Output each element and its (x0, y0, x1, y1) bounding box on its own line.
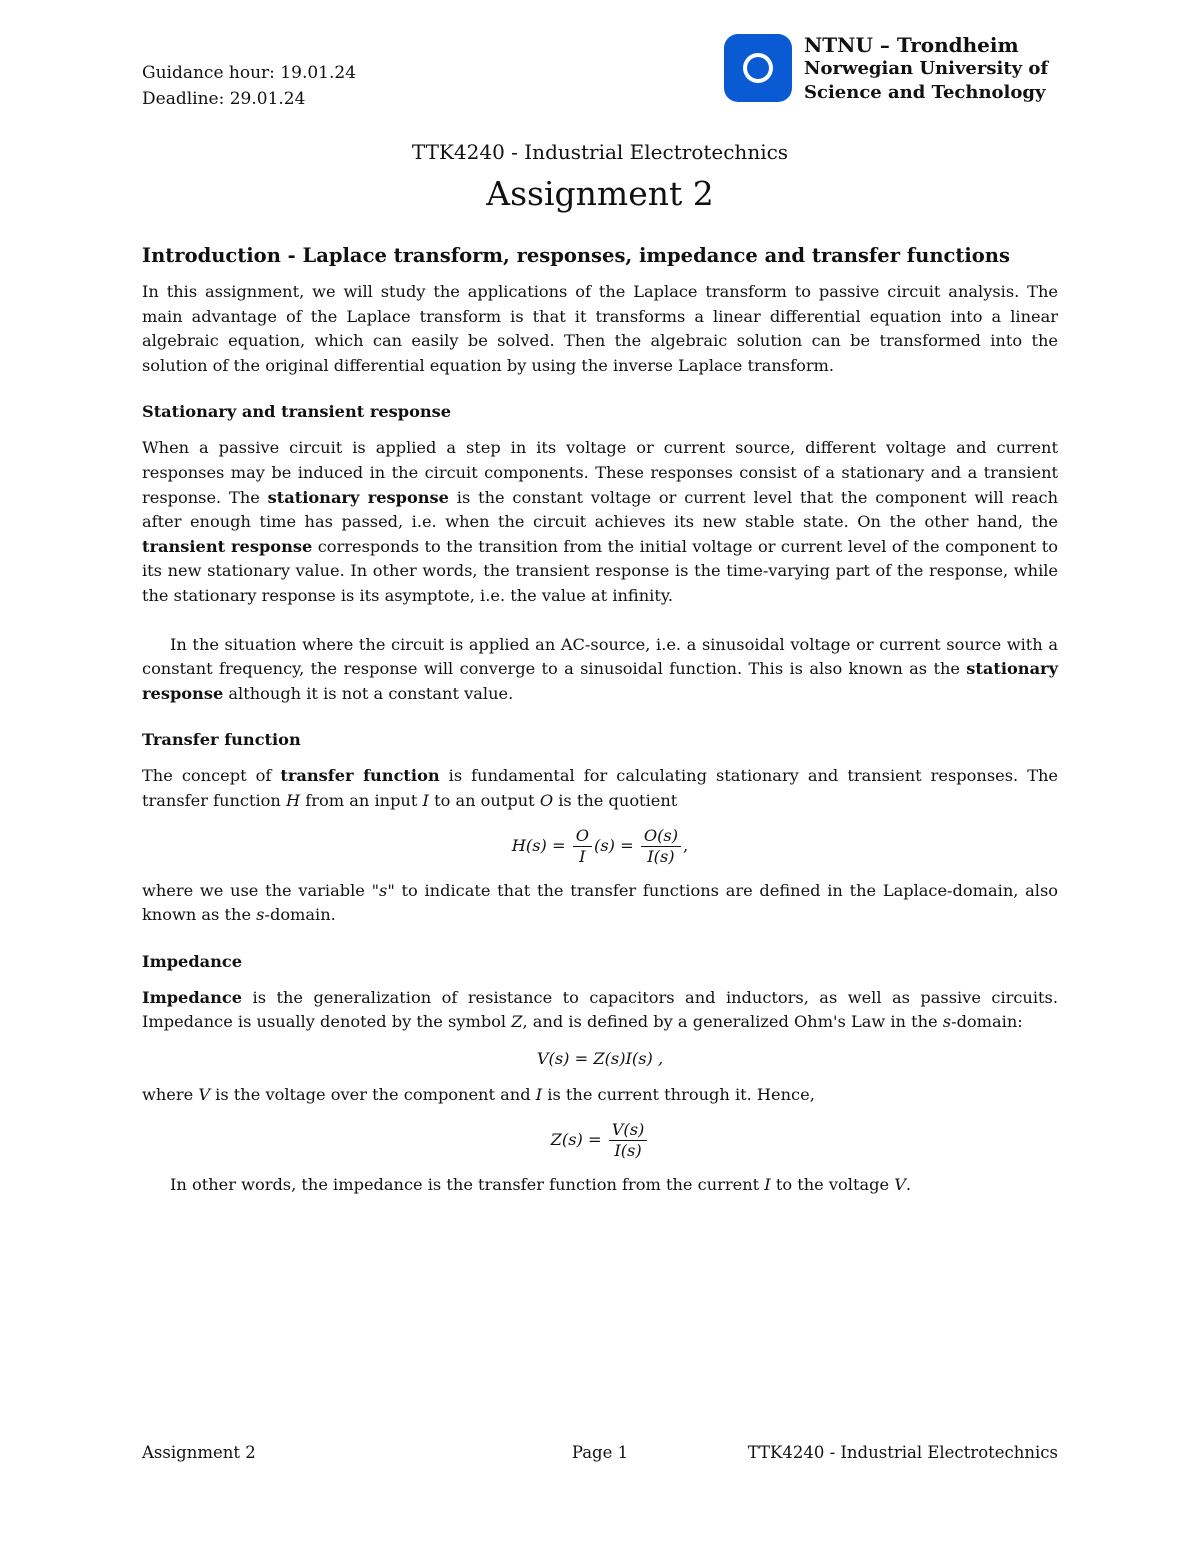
university-name (804, 33, 1048, 105)
page-footer (142, 1443, 1058, 1469)
transfer-paragraph-1: The concept of transfer function is fundamental for calculating stationary and transient responses. The transfer function H from an input I to an output O is the quotient (142, 766, 1059, 810)
subheading-stationary: Stationary and transient response (142, 402, 452, 422)
transfer-function-equation: H(s) = $\frac{O}{I}$ (s) = $\frac{O(s)}{I(s)}$ , (511, 825, 689, 866)
impedance-paragraph-3: In other words, the impedance is the transfer function from the current I to the voltage V. (170, 1175, 912, 1195)
course-title: TTK4240 - Industrial Electrotechnics (411, 140, 789, 164)
logo-line-3: Science and Technology (804, 82, 1046, 103)
intro-paragraph: In this assignment, we will study the applications of the Laplace transform to passive circuit analysis. The main advantage of the Laplace transform is that it transforms a linear differential equation into a linear algebraic equation, which can easily be solved. Then the algebraic solution can be transformed into the solution of the original differential equation by using the inverse Laplace transform. (142, 282, 1058, 375)
transfer-paragraph-2: where we use the variable "s" to indicate that the transfer functions are defined in the Laplace-domain, also known as the s-domain. (142, 880, 1058, 925)
guidance-hour: Guidance hour: 19.01.24 (142, 63, 357, 83)
deadline: Deadline: 29.01.24 (142, 89, 306, 109)
section-heading: Introduction - Laplace transform, responses, impedance and transfer functions (142, 244, 1010, 267)
impedance-equation: Z(s) = $\frac{V(s)}{I(s)}$ (142, 1120, 1058, 1161)
assignment-title: Assignment 2 (486, 174, 714, 213)
impedance-paragraph-1: Impedance is the generalization of resistance to capacitors and inductors, as well as passive circuits. Impedance is usually denoted by the symbol Z, and is defined by a generalized Ohm's Law in the s-domain: (142, 987, 1058, 1032)
ohms-law-equation: V(s) = Z(s)I(s) , (536, 1048, 664, 1068)
subheading-transfer: Transfer function (142, 730, 301, 750)
stationary-paragraph-1: When a passive circuit is applied a step in its voltage or current source, different voltage and current responses may be induced in the circuit components. These responses consist of a stationary and a transient response. The stationary response is the constant voltage or current level that the component will reach after enough time has passed, i.e. when the circuit achieves its new stable state. On the other hand, the transient response corresponds to the transition from the initial voltage or current level of the component to its new stationary value. In other words, the transient response is the time-varying part of the response, while the stationary response is its asymptote, i.e. the value at infinity. (142, 438, 1059, 605)
footer-right: TTK4240 - Industrial Electrotechnics (747, 1443, 1058, 1462)
footer-left: Assignment 2 (142, 1443, 256, 1462)
header-dates (142, 60, 356, 112)
logo-line-2: Norwegian University of (804, 58, 1049, 79)
stationary-paragraph-2: In the situation where the circuit is applied an AC-source, i.e. a sinusoidal voltage or current source with a constant frequency, the response will converge to a sinusoidal function. This is also known as the stationary response although it is not a constant value. (142, 634, 1058, 703)
logo-line-1: NTNU – Trondheim (804, 33, 1019, 57)
document-body (142, 242, 1058, 1198)
footer-page-number: Page 1 (571, 1443, 629, 1462)
impedance-paragraph-2: where V is the voltage over the component and I is the current through it. Hence, (142, 1085, 815, 1105)
ntnu-logo-icon (724, 34, 792, 102)
subheading-impedance: Impedance (142, 951, 243, 971)
